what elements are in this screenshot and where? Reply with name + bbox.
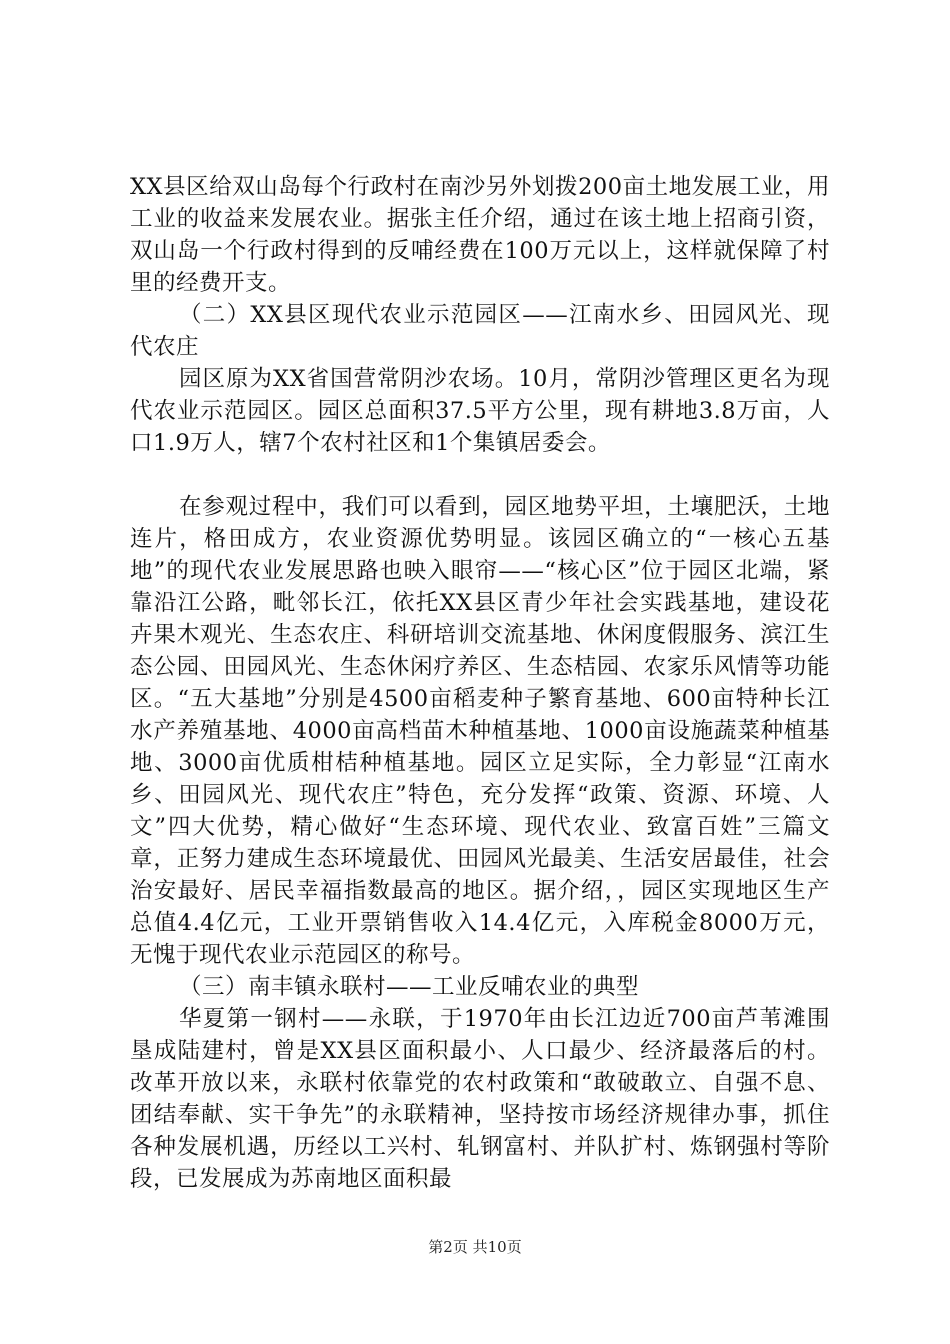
paragraph-park-visit: 在参观过程中，我们可以看到，园区地势平坦，土壤肥沃，土地连片，格田成方，农业资源优势明显。该园区确立的“一核心五基地”的现代农业发展思路也映入眼帘——“核心区”位于园区北端，紧靠沿江公路，毗邻长江，依托XX县区青少年社会实践基地，建设花卉果木观光、生态农庄、科研培训交流基地、休闲度假服务、滨江生态公园、田园风光、生态休闲疗养区、生态桔园、农家乐风情等功能区。“五大基地”分别是4500亩稻麦种子繁育基地、600亩特种长江水产养殖基地、4000亩高档苗木种植基地、1000亩设施蔬菜种植基地、3000亩优质柑桔种植基地。园区立足实际，全力彰显“江南水乡、田园风光、现代农庄”特色，充分发挥“政策、资源、环境、人文”四大优势，精心做好“生态环境、现代农业、致富百姓”三篇文章，正努力建成生态环境最优、田园风光最美、生活安居最佳，社会治安最好、居民幸福指数最高的地区。据介绍，，园区实现地区生产总值4.4亿元，工业开票销售收入14.4亿元，入库税金8000万元，无愧于现代农业示范园区的称号。 [130,494,830,968]
paragraph-spacer [130,459,830,491]
document-body [130,171,830,1195]
section-heading-3: （三）南丰镇永联村——工业反哺农业的典型 [179,974,640,1000]
page-footer: 第2页 共10页 [428,1238,522,1256]
paragraph-continuation: XX县区给双山岛每个行政村在南沙另外划拨200亩土地发展工业，用工业的收益来发展农业。据张主任介绍，通过在该土地上招商引资，双山岛一个行政村得到的反哺经费在100万元以上，这样就保障了村里的经费开支。 [130,174,830,296]
paragraph-park-intro: 园区原为XX省国营常阴沙农场。10月，常阴沙管理区更名为现代农业示范园区。园区总面积37.5平方公里，现有耕地3.8万亩，人口1.9万人，辖7个农村社区和1个集镇居委会。 [130,366,830,456]
section-heading-2: （二）XX县区现代农业示范园区——江南水乡、田园风光、现代农庄 [130,302,830,360]
paragraph-yonglian: 华夏第一钢村——永联，于1970年由长江边近700亩芦苇滩围垦成陆建村，曾是XX县区面积最小、人口最少、经济最落后的村。改革开放以来，永联村依靠党的农村政策和“敢破敢立、自强不息、团结奉献、实干争先”的永联精神，坚持按市场经济规律办事，抓住各种发展机遇，历经以工兴村、轧钢富村、并队扩村、炼钢强村等阶段，已发展成为苏南地区面积最 [130,1006,830,1192]
